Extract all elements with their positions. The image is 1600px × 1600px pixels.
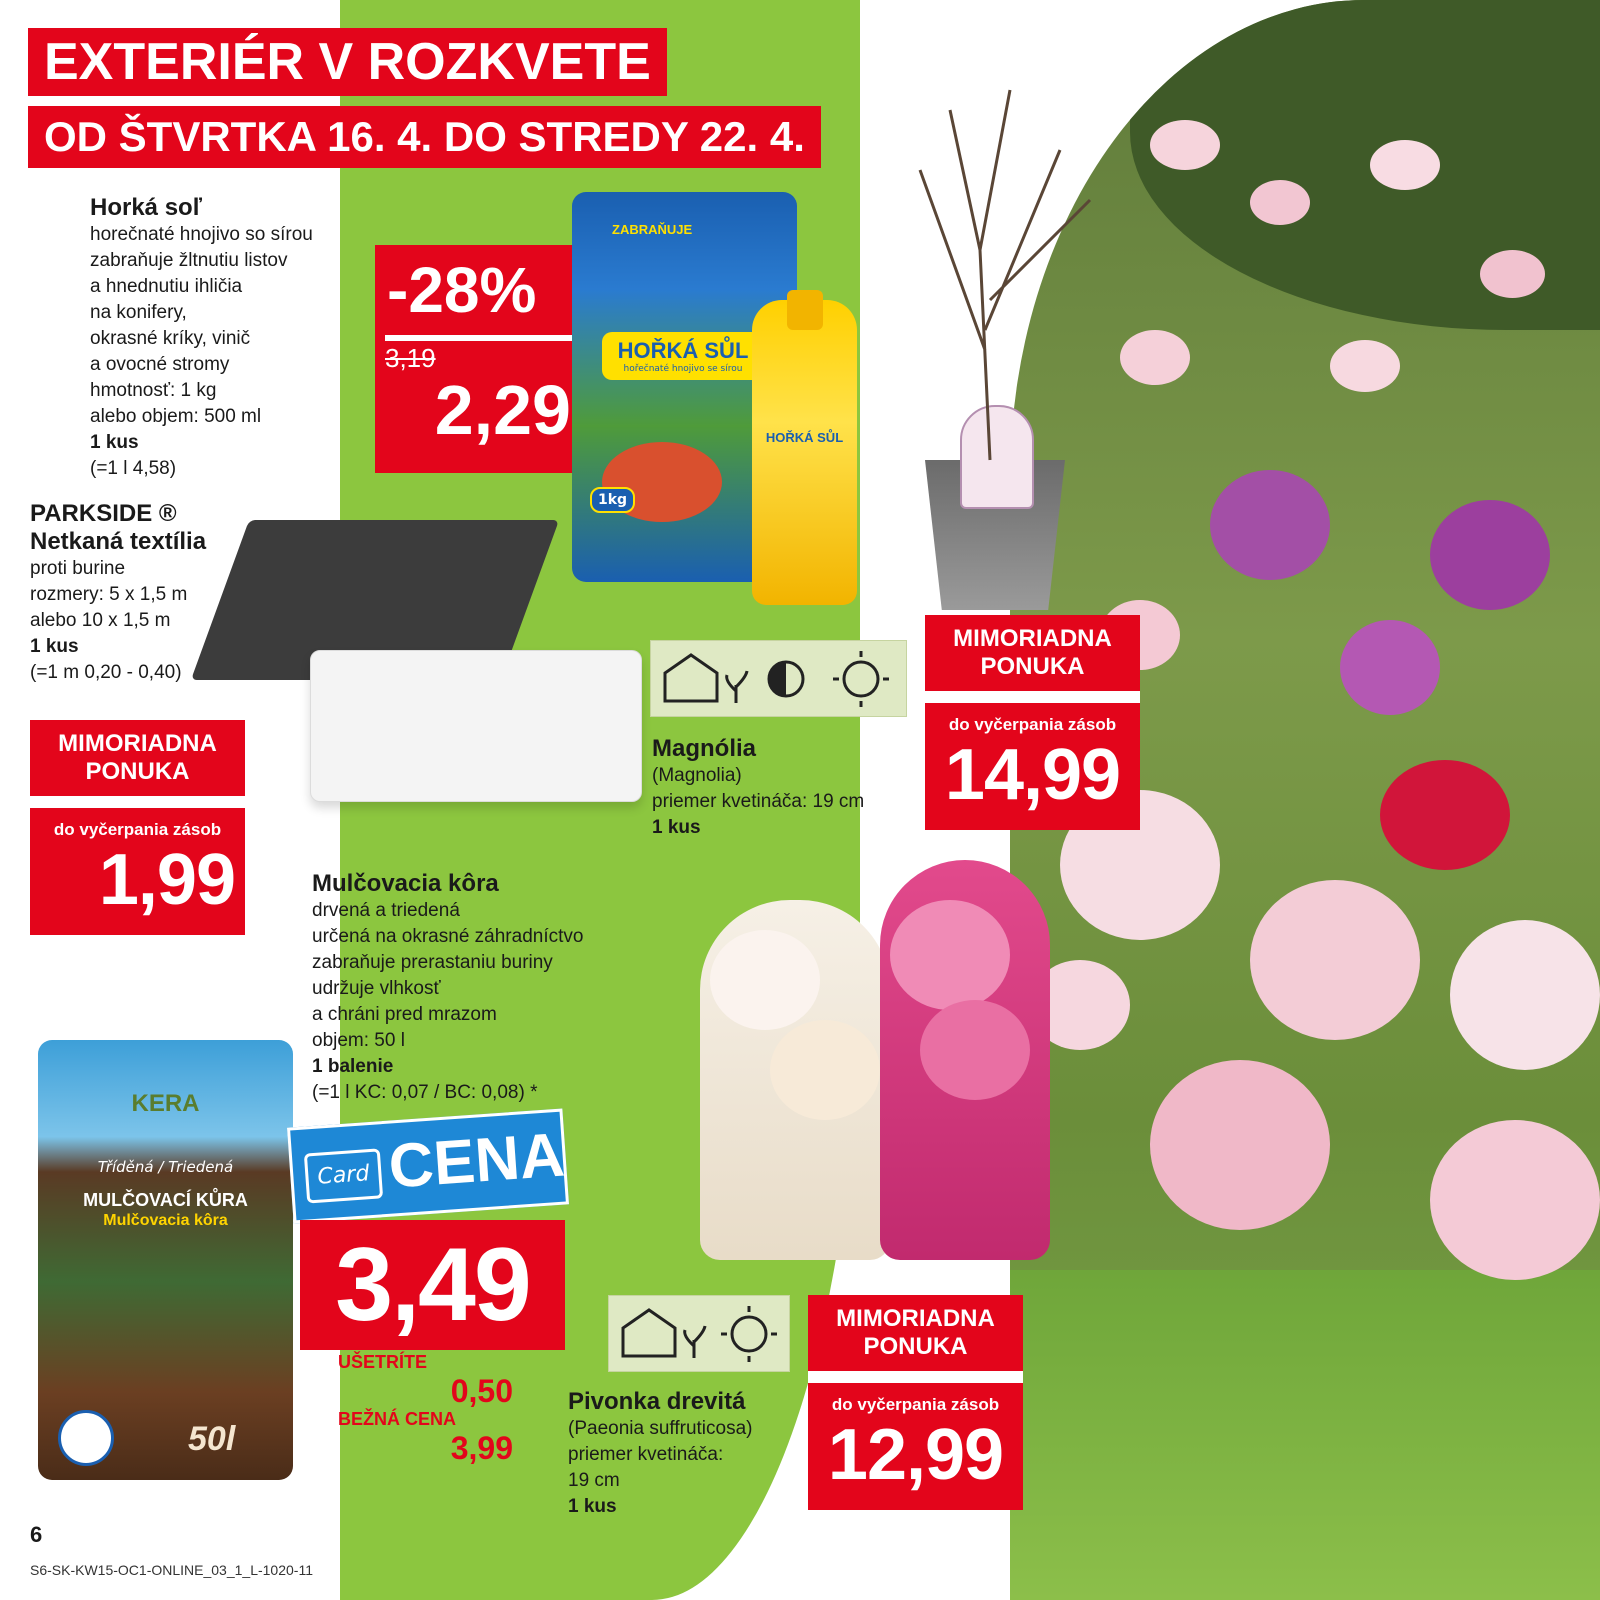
quantity: 1 kus xyxy=(90,432,139,453)
regular-price-label: BEŽNÁ CENA xyxy=(338,1409,457,1429)
unit-price: (=1 m 0,20 - 0,40) xyxy=(30,662,182,683)
magnolia-bloom xyxy=(1480,250,1545,298)
desc-line: horečnaté hnojivo so sírou xyxy=(90,224,313,245)
header-dates-box xyxy=(28,106,821,168)
quantity: 1 balenie xyxy=(312,1056,394,1077)
offer-label: PONUKA xyxy=(85,758,190,785)
old-price: 3,19 xyxy=(385,343,436,373)
red-peony xyxy=(1380,760,1510,870)
magnolia-info xyxy=(652,735,912,841)
desc-line: alebo objem: 500 ml xyxy=(90,406,262,427)
rhododendron-bloom xyxy=(1210,470,1330,580)
pack-label xyxy=(602,332,764,380)
pack-name: HOŘKÁ SŮL xyxy=(617,338,749,363)
desc-line: udržuje vlhkosť xyxy=(312,978,441,999)
desc-line: hmotnosť: 1 kg xyxy=(90,380,217,401)
product-description xyxy=(568,1416,818,1520)
offer-label: MIMORIADNA xyxy=(58,730,217,757)
offer-subtitle: do vyčerpania zásob xyxy=(53,820,222,839)
bag-title: MULČOVACÍ KŮRA xyxy=(83,1190,248,1210)
product-title: Netkaná textília xyxy=(30,528,207,555)
sun-icon xyxy=(844,662,878,696)
pivonka-care-icons xyxy=(608,1295,790,1372)
mulc-price-card xyxy=(300,1220,565,1350)
pack-top-label: ZABRAŇUJE xyxy=(612,222,693,237)
peony-bloom xyxy=(1250,880,1420,1040)
offer-label: PONUKA xyxy=(863,1333,968,1360)
pot-size: priemer kvetináča: xyxy=(568,1444,724,1465)
price: 12,99 xyxy=(827,1415,1004,1495)
origin-badge xyxy=(58,1410,114,1466)
product-title: Magnólia xyxy=(652,735,757,762)
quantity: 1 kus xyxy=(652,817,701,838)
offer-subtitle: do vyčerpania zásob xyxy=(948,715,1117,734)
desc-line: zabraňuje prerastaniu buriny xyxy=(312,952,553,973)
card-logo: Card xyxy=(304,1148,383,1203)
product-title: Mulčovacia kôra xyxy=(312,870,499,897)
page-title: EXTERIÉR V ROZKVETE xyxy=(28,28,667,96)
latin-name: (Paeonia suffruticosa) xyxy=(568,1418,753,1439)
horka-sol-bottle-image xyxy=(752,300,857,605)
mulc-savings xyxy=(338,1352,513,1466)
rhododendron-bloom xyxy=(1340,620,1440,715)
quantity: 1 kus xyxy=(568,1496,617,1517)
magnolia-branches xyxy=(860,50,1120,470)
white-peony-image xyxy=(700,900,890,1260)
product-title: Pivonka drevitá xyxy=(568,1388,746,1415)
desc-line: proti burine xyxy=(30,558,126,579)
bag-volume: 50l xyxy=(188,1420,236,1458)
mulc-info xyxy=(312,870,642,1106)
desc-line: a chráni pred mrazom xyxy=(312,1004,497,1025)
rhododendron-bloom xyxy=(1430,500,1550,610)
pivonka-offer-card xyxy=(808,1295,1023,1510)
pink-peony-image xyxy=(880,860,1050,1260)
bag-subtitle: Tříděná / Triedená xyxy=(97,1158,234,1176)
offer-dates: OD ŠTVRTKA 16. 4. DO STREDY 22. 4. xyxy=(28,106,821,168)
sprout-icon xyxy=(685,1326,705,1358)
peony-bloom xyxy=(1450,920,1600,1070)
magnolia-bloom xyxy=(1250,180,1310,225)
discount-badge: -28% xyxy=(387,254,537,326)
desc-line: a ovocné stromy xyxy=(90,354,230,375)
textilia-offer-card xyxy=(30,720,245,935)
desc-line: drvená a triedená xyxy=(312,900,460,921)
peony-bloom xyxy=(1430,1120,1600,1280)
desc-line: objem: 50 l xyxy=(312,1030,405,1051)
savings-label: UŠETRÍTE xyxy=(338,1352,428,1372)
page-number: 6 xyxy=(30,1522,43,1547)
magnolia-offer-card xyxy=(925,615,1140,830)
desc-line: určená na okrasné záhradníctvo xyxy=(312,926,584,947)
product-title: Horká soľ xyxy=(90,194,202,221)
header-title-box xyxy=(28,28,667,96)
white-textile-image xyxy=(310,650,642,802)
magnolia-bloom xyxy=(1370,140,1440,190)
price: 3,49 xyxy=(335,1227,530,1343)
care-icons xyxy=(609,1296,789,1371)
latin-name: (Magnolia) xyxy=(652,765,742,786)
pot-size: priemer kvetináča: 19 cm xyxy=(652,791,865,812)
horka-sol-info xyxy=(90,194,370,482)
magnolia-care-icons xyxy=(650,640,907,717)
sun-icon xyxy=(732,1317,766,1351)
horka-sol-price-card xyxy=(375,245,585,473)
pivonka-info xyxy=(568,1388,818,1520)
desc-line: zabraňuje žltnutiu listov xyxy=(90,250,288,271)
pack-subtitle: hořečnaté hnojivo se sírou xyxy=(623,364,743,374)
peony-bloom xyxy=(1150,1060,1330,1230)
quantity: 1 kus xyxy=(30,636,79,657)
product-description xyxy=(90,222,370,482)
product-description xyxy=(312,898,642,1106)
unit-price: (=1 l KC: 0,07 / BC: 0,08) * xyxy=(312,1082,538,1103)
bag-brand: KERA xyxy=(131,1090,200,1117)
savings-value: 0,50 xyxy=(450,1373,513,1409)
offer-label: MIMORIADNA xyxy=(953,625,1112,652)
desc-line: alebo 10 x 1,5 m xyxy=(30,610,171,631)
offer-label: MIMORIADNA xyxy=(836,1305,995,1332)
product-description xyxy=(652,763,912,841)
lawn xyxy=(1010,1270,1600,1600)
desc-line: na konifery, xyxy=(90,302,187,323)
offer-subtitle: do vyčerpania zásob xyxy=(831,1395,1000,1414)
footer-code: S6-SK-KW15-OC1-ONLINE_03_1_L-1020-11 xyxy=(30,1562,313,1578)
unit-price: (=1 l 4,58) xyxy=(90,458,177,479)
price: 2,29 xyxy=(434,371,571,449)
magnolia-bloom xyxy=(1330,340,1400,392)
price: 14,99 xyxy=(944,735,1121,815)
desc-line: rozmery: 5 x 1,5 m xyxy=(30,584,188,605)
magnolia-bloom xyxy=(1120,330,1190,385)
sprout-icon xyxy=(727,671,747,703)
house-icon xyxy=(623,1310,675,1356)
regular-price-value: 3,99 xyxy=(450,1430,513,1466)
price: 1,99 xyxy=(98,840,235,920)
pot-size: 19 cm xyxy=(568,1470,620,1491)
desc-line: a hnednutiu ihličia xyxy=(90,276,243,297)
bag-title-sk: Mulčovacia kôra xyxy=(103,1212,228,1229)
magnolia-bloom xyxy=(1150,120,1220,170)
cena-label: CENA xyxy=(386,1120,567,1202)
care-icons xyxy=(651,641,906,716)
pack-weight: 1kg xyxy=(590,487,635,513)
bottle-cap xyxy=(787,290,823,330)
desc-line: okrasné kríky, vinič xyxy=(90,328,251,349)
house-icon xyxy=(665,655,717,701)
mulc-bag-image xyxy=(38,1040,293,1480)
card-cena-badge xyxy=(287,1108,569,1223)
bottle-label: HOŘKÁ SŮL xyxy=(765,430,844,445)
product-brand: PARKSIDE ® xyxy=(30,500,177,527)
offer-label: PONUKA xyxy=(980,653,1085,680)
